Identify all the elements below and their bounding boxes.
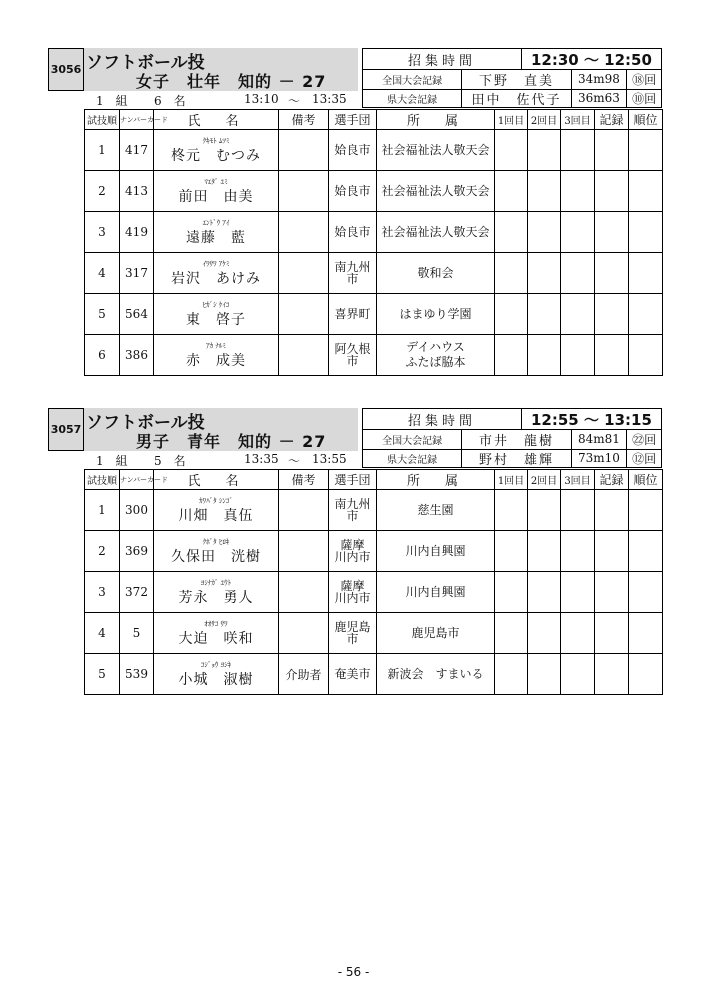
pref-record-holder: 田中 佐代子 — [462, 89, 571, 107]
header-card: ナンバーカード — [120, 110, 154, 130]
cell-round3 — [561, 613, 595, 654]
event-title — [84, 48, 358, 91]
event-title-line2: 女子 壮年 知的 － 27 — [136, 72, 327, 91]
cell-team: 喜界町 — [329, 294, 377, 335]
cell-rank — [629, 294, 663, 335]
cell-affiliation: 敬和会 — [377, 253, 495, 294]
cell-round2 — [528, 294, 561, 335]
pref-record-label: 県大会記録 — [363, 449, 462, 467]
name-kanji: 小城 淑樹 — [178, 671, 254, 688]
group-count: 6 名 — [154, 94, 186, 108]
cell-card: 372 — [120, 572, 154, 613]
name-kana: ｴﾝﾄﾞｳ ｱｲ — [202, 218, 230, 227]
pref-record-distance: 36m63 — [572, 89, 628, 107]
cell-note: 介助者 — [279, 654, 329, 695]
cell-round1 — [495, 212, 528, 253]
cell-name — [154, 490, 279, 531]
name-kanji: 東 啓子 — [186, 311, 246, 328]
table-header-row — [85, 470, 663, 490]
table-row — [85, 171, 663, 212]
cell-record — [595, 654, 629, 695]
cell-round1 — [495, 490, 528, 531]
group-time-tilde: ～ — [288, 454, 301, 468]
cell-rank — [629, 572, 663, 613]
cell-round1 — [495, 613, 528, 654]
cell-round1 — [495, 294, 528, 335]
cell-note — [279, 531, 329, 572]
cell-affiliation: はまゆり学園 — [377, 294, 495, 335]
header-record: 記録 — [595, 470, 629, 490]
cell-affiliation: 新波会 すまいる — [377, 654, 495, 695]
cell-record — [595, 490, 629, 531]
group-count: 5 名 — [154, 454, 186, 468]
cell-team: 鹿児島市 — [329, 613, 377, 654]
cell-affiliation: デイハウス ふたば脇本 — [377, 335, 495, 376]
cell-round2 — [528, 613, 561, 654]
cell-team: 姶良市 — [329, 212, 377, 253]
cell-order: 5 — [85, 654, 120, 695]
national-record-edition: ⑱回 — [632, 72, 657, 87]
cell-affiliation: 川内自興園 — [377, 572, 495, 613]
header-round3: 3回目 — [561, 110, 595, 130]
records-box — [362, 48, 662, 108]
cell-rank — [629, 130, 663, 171]
cell-round3 — [561, 490, 595, 531]
table-row — [85, 335, 663, 376]
cell-order: 4 — [85, 613, 120, 654]
cell-name — [154, 253, 279, 294]
header-name: 氏 名 — [154, 110, 279, 130]
table-row — [85, 572, 663, 613]
pref-record-edition: ⑩回 — [632, 91, 657, 106]
cell-rank — [629, 613, 663, 654]
cell-card: 539 — [120, 654, 154, 695]
header-order: 試技順 — [85, 110, 120, 130]
header-team: 選手団 — [329, 470, 377, 490]
event-code: 3056 — [48, 48, 84, 91]
call-time-label: 招集時間 — [363, 409, 522, 429]
cell-round2 — [528, 572, 561, 613]
cell-team: 阿久根市 — [329, 335, 377, 376]
cell-card: 300 — [120, 490, 154, 531]
event-code: 3057 — [48, 408, 84, 451]
table-row — [85, 531, 663, 572]
cell-name — [154, 294, 279, 335]
entry-table — [84, 469, 663, 695]
cell-record — [595, 253, 629, 294]
name-kanji: 赤 成美 — [186, 352, 246, 369]
cell-round3 — [561, 253, 595, 294]
page-number: - 56 - — [337, 965, 370, 979]
cell-round1 — [495, 335, 528, 376]
pref-record-holder: 野村 雄輝 — [462, 449, 571, 467]
header-round1: 1回目 — [495, 110, 528, 130]
cell-name — [154, 212, 279, 253]
cell-round1 — [495, 253, 528, 294]
call-time: 12:55 ～ 13:15 — [530, 410, 652, 429]
header-name: 氏 名 — [154, 470, 279, 490]
name-kanji: 大迫 咲和 — [178, 630, 254, 647]
cell-order: 3 — [85, 572, 120, 613]
header-round2: 2回目 — [528, 470, 561, 490]
cell-card: 386 — [120, 335, 154, 376]
name-kanji: 芳永 勇人 — [178, 589, 254, 606]
cell-order: 4 — [85, 253, 120, 294]
table-row — [85, 490, 663, 531]
pref-record-label: 県大会記録 — [363, 89, 462, 107]
cell-name — [154, 130, 279, 171]
cell-team: 姶良市 — [329, 130, 377, 171]
cell-note — [279, 294, 329, 335]
group-number: 1 組 — [96, 454, 128, 468]
cell-team: 奄美市 — [329, 654, 377, 695]
event-title-line2: 男子 青年 知的 － 27 — [136, 432, 327, 451]
table-row — [85, 130, 663, 171]
name-kana: ｵｵｻｺ ｻﾜ — [204, 619, 228, 628]
cell-note — [279, 490, 329, 531]
cell-note — [279, 253, 329, 294]
cell-team: 南九州市 — [329, 253, 377, 294]
group-number: 1 組 — [96, 94, 128, 108]
records-box — [362, 408, 662, 468]
cell-round1 — [495, 572, 528, 613]
cell-affiliation: 鹿児島市 — [377, 613, 495, 654]
header-record: 記録 — [595, 110, 629, 130]
name-kana: ｺｼﾞｮｳ ﾖｼｷ — [200, 660, 232, 669]
cell-round3 — [561, 572, 595, 613]
name-kana: ｸﾎﾞﾀ ﾋﾛｷ — [202, 537, 230, 546]
cell-round3 — [561, 212, 595, 253]
group-info — [84, 91, 362, 108]
cell-rank — [629, 212, 663, 253]
header-order: 試技順 — [85, 470, 120, 490]
cell-card: 417 — [120, 130, 154, 171]
header-rank: 順位 — [629, 470, 663, 490]
header-affiliation: 所 属 — [377, 110, 495, 130]
cell-rank — [629, 171, 663, 212]
cell-round1 — [495, 654, 528, 695]
name-kanji: 前田 由美 — [178, 188, 254, 205]
cell-card: 369 — [120, 531, 154, 572]
national-record-label: 全国大会記録 — [363, 429, 462, 449]
cell-rank — [629, 335, 663, 376]
cell-round3 — [561, 130, 595, 171]
call-time: 12:30 ～ 12:50 — [530, 50, 652, 69]
cell-team: 南九州市 — [329, 490, 377, 531]
cell-record — [595, 294, 629, 335]
cell-round1 — [495, 171, 528, 212]
cell-name — [154, 654, 279, 695]
national-record-distance: 34m98 — [572, 69, 628, 89]
header-note: 備考 — [279, 110, 329, 130]
group-info — [84, 451, 362, 468]
group-time-tilde: ～ — [288, 94, 301, 108]
cell-note — [279, 171, 329, 212]
cell-name — [154, 171, 279, 212]
cell-name — [154, 613, 279, 654]
cell-order: 3 — [85, 212, 120, 253]
cell-card: 564 — [120, 294, 154, 335]
cell-card: 5 — [120, 613, 154, 654]
cell-rank — [629, 654, 663, 695]
header-team: 選手団 — [329, 110, 377, 130]
cell-affiliation: 川内自興園 — [377, 531, 495, 572]
name-kana: ｸｷﾓﾄ ﾑﾂﾐ — [202, 136, 230, 145]
name-kanji: 遠藤 藍 — [186, 229, 246, 246]
cell-round2 — [528, 654, 561, 695]
cell-record — [595, 531, 629, 572]
cell-order: 1 — [85, 130, 120, 171]
national-record-holder: 下野 直美 — [462, 69, 571, 89]
cell-round3 — [561, 294, 595, 335]
table-row — [85, 294, 663, 335]
name-kana: ﾖｼﾅｶﾞ ﾕｳﾄ — [200, 578, 232, 587]
cell-round1 — [495, 531, 528, 572]
name-kana: ｶﾜﾊﾞﾀ ｼﾝｺﾞ — [199, 496, 233, 505]
national-record-distance: 84m81 — [572, 429, 628, 449]
cell-rank — [629, 531, 663, 572]
name-kanji: 岩沢 あけみ — [171, 270, 261, 287]
cell-note — [279, 572, 329, 613]
header-round3: 3回目 — [561, 470, 595, 490]
event-title-line1: ソフトボール投 — [86, 53, 205, 73]
event-title — [84, 408, 358, 451]
pref-record-distance: 73m10 — [572, 449, 628, 467]
cell-round2 — [528, 171, 561, 212]
cell-card: 317 — [120, 253, 154, 294]
call-time-label: 招集時間 — [363, 49, 522, 69]
name-kana: ﾏｴﾀﾞ ﾕﾐ — [204, 177, 228, 186]
name-kanji: 柊元 むつみ — [171, 147, 261, 164]
cell-record — [595, 130, 629, 171]
cell-round2 — [528, 335, 561, 376]
cell-note — [279, 130, 329, 171]
group-start-time: 13:10 — [244, 92, 279, 106]
national-record-holder: 市井 龍樹 — [462, 429, 571, 449]
pref-record-edition: ⑫回 — [632, 451, 657, 466]
table-row — [85, 613, 663, 654]
cell-round2 — [528, 531, 561, 572]
cell-affiliation: 社会福祉法人敬天会 — [377, 212, 495, 253]
cell-round1 — [495, 130, 528, 171]
header-card: ナンバーカード — [120, 470, 154, 490]
cell-round3 — [561, 171, 595, 212]
cell-order: 1 — [85, 490, 120, 531]
group-end-time: 13:35 — [312, 92, 347, 106]
group-end-time: 13:55 — [312, 452, 347, 466]
cell-round3 — [561, 654, 595, 695]
table-row — [85, 212, 663, 253]
cell-team: 姶良市 — [329, 171, 377, 212]
cell-round2 — [528, 490, 561, 531]
cell-record — [595, 171, 629, 212]
group-start-time: 13:35 — [244, 452, 279, 466]
cell-record — [595, 212, 629, 253]
cell-record — [595, 335, 629, 376]
cell-order: 2 — [85, 531, 120, 572]
cell-rank — [629, 490, 663, 531]
cell-affiliation: 社会福祉法人敬天会 — [377, 130, 495, 171]
cell-affiliation: 社会福祉法人敬天会 — [377, 171, 495, 212]
header-round2: 2回目 — [528, 110, 561, 130]
cell-note — [279, 335, 329, 376]
cell-team: 薩摩 川内市 — [329, 572, 377, 613]
cell-record — [595, 613, 629, 654]
header-rank: 順位 — [629, 110, 663, 130]
cell-round2 — [528, 253, 561, 294]
name-kanji: 久保田 洸樹 — [171, 548, 261, 565]
event-title-line1: ソフトボール投 — [86, 413, 205, 433]
cell-round2 — [528, 212, 561, 253]
entry-table — [84, 109, 663, 376]
table-header-row — [85, 110, 663, 130]
table-row — [85, 654, 663, 695]
national-record-label: 全国大会記録 — [363, 69, 462, 89]
name-kana: ﾋｶﾞｼ ｹｲｺ — [202, 300, 230, 309]
cell-card: 413 — [120, 171, 154, 212]
cell-name — [154, 531, 279, 572]
header-round1: 1回目 — [495, 470, 528, 490]
cell-order: 2 — [85, 171, 120, 212]
cell-round3 — [561, 531, 595, 572]
table-row — [85, 253, 663, 294]
national-record-edition: ㉒回 — [632, 432, 657, 447]
cell-round2 — [528, 130, 561, 171]
cell-record — [595, 572, 629, 613]
cell-rank — [629, 253, 663, 294]
cell-order: 6 — [85, 335, 120, 376]
cell-order: 5 — [85, 294, 120, 335]
header-affiliation: 所 属 — [377, 470, 495, 490]
header-note: 備考 — [279, 470, 329, 490]
name-kana: ｲﾜｻﾜ ｱｹﾐ — [202, 259, 230, 268]
cell-card: 419 — [120, 212, 154, 253]
name-kanji: 川畑 真伍 — [178, 507, 254, 524]
cell-note — [279, 613, 329, 654]
cell-name — [154, 335, 279, 376]
cell-affiliation: 慈生園 — [377, 490, 495, 531]
name-kana: ｱｶ ﾅﾙﾐ — [206, 341, 226, 350]
cell-round3 — [561, 335, 595, 376]
cell-note — [279, 212, 329, 253]
cell-team: 薩摩 川内市 — [329, 531, 377, 572]
cell-name — [154, 572, 279, 613]
